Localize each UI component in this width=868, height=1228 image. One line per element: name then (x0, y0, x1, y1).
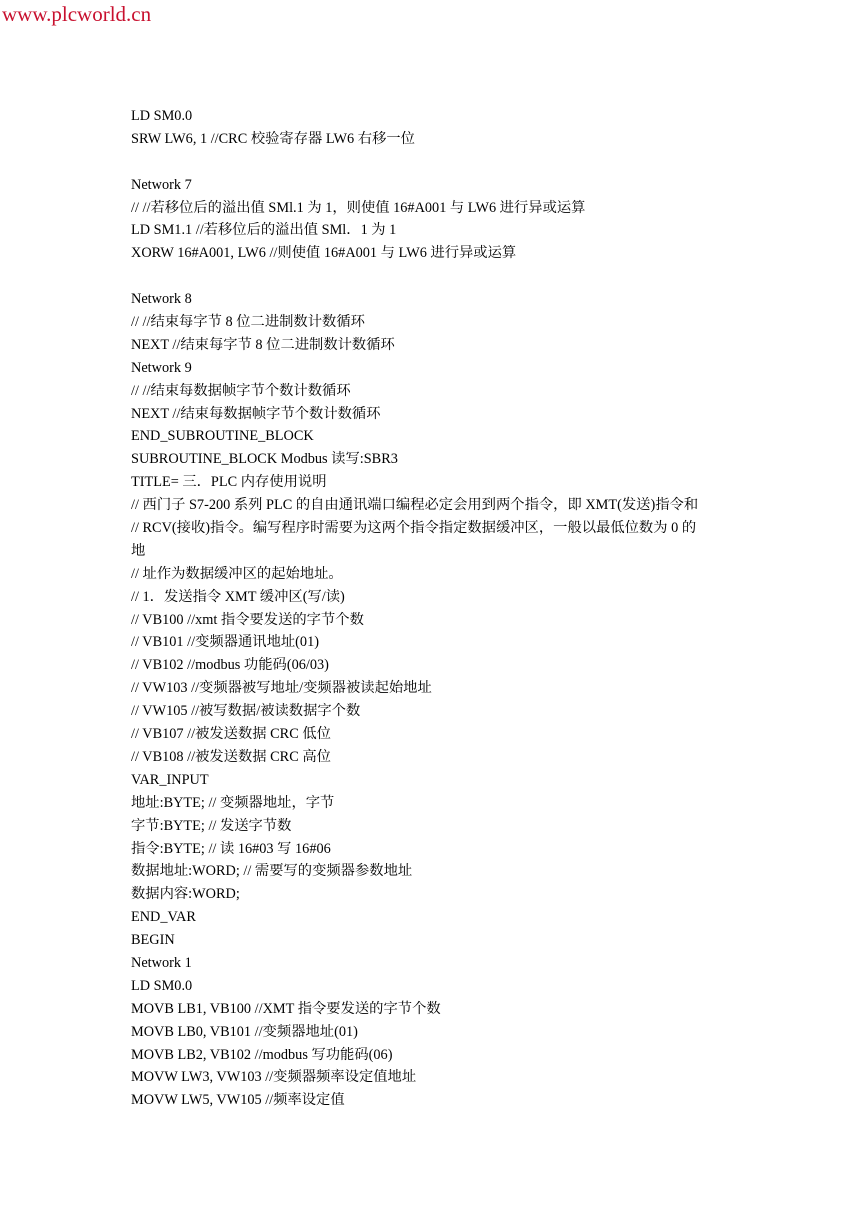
document-body (131, 105, 751, 1112)
blank-line (131, 151, 751, 174)
code-line: // //结束每字节 8 位二进制数计数循环 (131, 314, 365, 331)
code-line: LD SM0.0 (131, 977, 193, 994)
code-line: // 1．发送指令 XMT 缓冲区(写/读) (131, 588, 345, 605)
code-line: TITLE= 三．PLC 内存使用说明 (131, 474, 327, 491)
code-line: Network 9 (131, 359, 192, 376)
code-line: MOVB LB1, VB100 //XMT 指令要发送的字节个数 (131, 1000, 441, 1017)
code-line: Network 1 (131, 954, 192, 971)
code-line: NEXT //结束每字节 8 位二进制数计数循环 (131, 336, 395, 353)
code-line: // VB107 //被发送数据 CRC 低位 (131, 726, 331, 743)
code-line: LD SM0.0 (131, 108, 193, 124)
code-line: LD SM1.1 //若移位后的溢出值 SMl．1 为 1 (131, 222, 397, 239)
code-line: VAR_INPUT (131, 771, 209, 788)
code-line: // VW103 //变频器被写地址/变频器被读起始地址 (131, 680, 432, 697)
code-line: 地 (131, 542, 146, 559)
code-line: // VB102 //modbus 功能码(06/03) (131, 657, 329, 674)
code-line: SUBROUTINE_BLOCK Modbus 读写:SBR3 (131, 451, 398, 468)
code-line: 指令:BYTE; // 读 16#03 写 16#06 (131, 840, 331, 857)
blank-line (131, 265, 751, 288)
code-line: // RCV(接收)指令。编写程序时需要为这两个指令指定数据缓冲区，一般以最低位数为 0 的 (131, 520, 697, 537)
code-line: 数据内容:WORD; (131, 886, 240, 903)
code-line: // 西门子 S7-200 系列 PLC 的自由通讯端口编程必定会用到两个指令，即 XMT(发送)指令和 (131, 497, 699, 514)
code-line: 地址:BYTE; // 变频器地址，字节 (131, 794, 335, 811)
code-line: // VB101 //变频器通讯地址(01) (131, 634, 319, 651)
code-line: // 址作为数据缓冲区的起始地址。 (131, 565, 343, 582)
code-line: 数据地址:WORD; // 需要写的变频器参数地址 (131, 863, 413, 880)
code-line: // VB100 //xmt 指令要发送的字节个数 (131, 611, 364, 628)
code-line: END_SUBROUTINE_BLOCK (131, 428, 314, 445)
code-line: // VB108 //被发送数据 CRC 高位 (131, 748, 331, 765)
code-line: MOVW LW3, VW103 //变频器频率设定值地址 (131, 1069, 417, 1086)
code-line: BEGIN (131, 932, 175, 949)
code-line: MOVB LB2, VB102 //modbus 写功能码(06) (131, 1046, 393, 1063)
code-line: XORW 16#A001, LW6 //则使值 16#A001 与 LW6 进行异或运算 (131, 245, 517, 262)
code-line: MOVW LW5, VW105 //频率设定值 (131, 1092, 345, 1109)
code-line: MOVB LB0, VB101 //变频器地址(01) (131, 1023, 358, 1040)
code-line: // //结束每数据帧字节个数计数循环 (131, 382, 351, 399)
code-line: NEXT //结束每数据帧字节个数计数循环 (131, 405, 381, 422)
code-line: END_VAR (131, 909, 196, 926)
code-line: // VW105 //被写数据/被读数据字个数 (131, 703, 361, 720)
code-line: Network 8 (131, 291, 192, 308)
code-line: SRW LW6, 1 //CRC 校验寄存器 LW6 右移一位 (131, 130, 415, 147)
code-line: // //若移位后的溢出值 SMl.1 为 1，则使值 16#A001 与 LW6 进行异或运算 (131, 199, 586, 216)
code-line: Network 7 (131, 176, 192, 193)
code-line: 字节:BYTE; // 发送字节数 (131, 817, 292, 834)
watermark-url: www.plcworld.cn (2, 2, 152, 26)
